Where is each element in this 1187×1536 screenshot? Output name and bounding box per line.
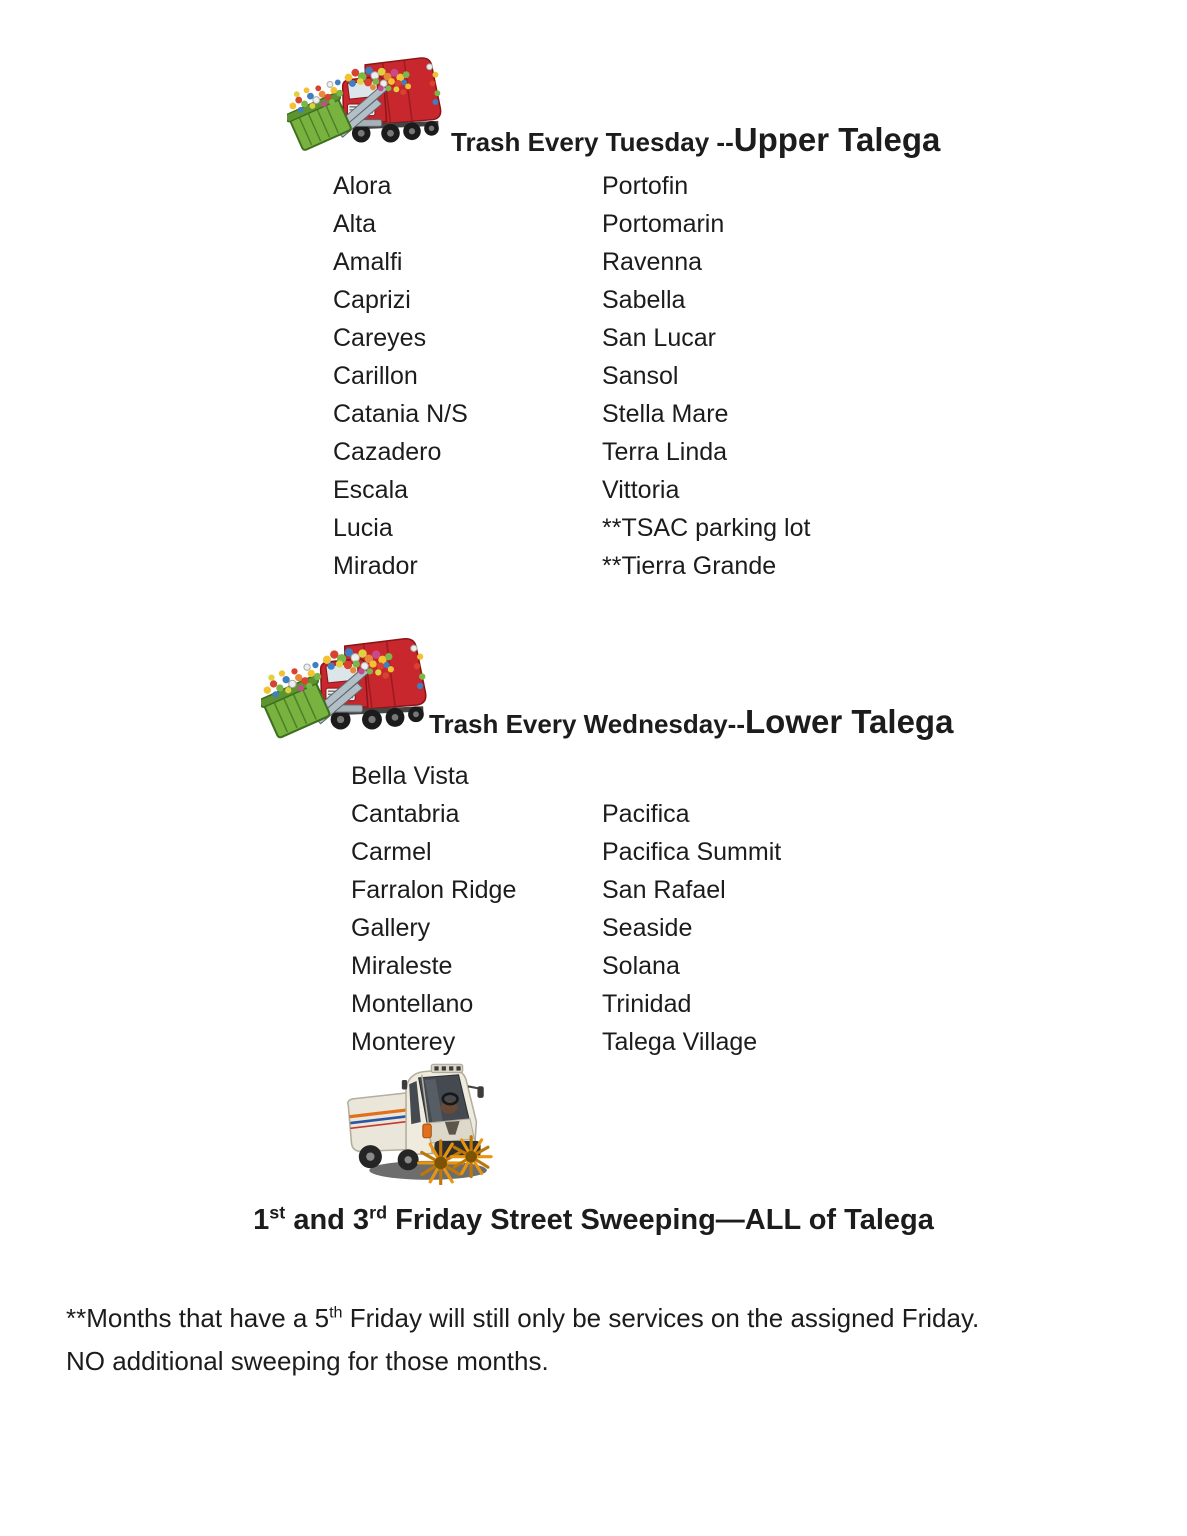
street-name: Vittoria (602, 476, 680, 504)
street-name: Amalfi (333, 248, 403, 276)
table-row (351, 909, 781, 947)
street-name: Alora (333, 172, 392, 200)
street-name: Solana (602, 952, 680, 980)
street-name: Bella Vista (351, 762, 469, 790)
ordinal-suffix: th (329, 1303, 343, 1322)
footnote (66, 1297, 1156, 1383)
street-name: Miraleste (351, 952, 453, 980)
table-row (333, 167, 810, 205)
street-name: Talega Village (602, 1028, 758, 1056)
table-row (351, 985, 781, 1023)
table-row (351, 795, 781, 833)
table-row (333, 205, 810, 243)
footnote-text: Friday will still only be services on the assigned Friday. (342, 1303, 980, 1333)
street-sweeper-icon (342, 1058, 510, 1186)
tuesday-street-list (333, 167, 810, 585)
ordinal-suffix: st (269, 1202, 286, 1223)
street-name: Catania N/S (333, 400, 468, 428)
street-name: San Lucar (602, 324, 716, 352)
table-row (351, 871, 781, 909)
heading-emphasis: Upper Talega (733, 121, 941, 158)
table-row (333, 319, 810, 357)
street-name: Portomarin (602, 210, 725, 238)
street-name: Ravenna (602, 248, 703, 276)
street-name: Sabella (602, 286, 686, 314)
table-row (333, 395, 810, 433)
street-name: Cazadero (333, 438, 442, 466)
street-name: Careyes (333, 324, 427, 352)
street-name: Monterey (351, 1028, 456, 1056)
street-name: Carmel (351, 838, 432, 866)
street-name: Mirador (333, 552, 418, 580)
table-row (333, 509, 810, 547)
heading-text: Friday Street Sweeping—ALL of Talega (387, 1204, 934, 1236)
street-name: Farralon Ridge (351, 876, 517, 904)
street-name: Lucia (333, 514, 393, 542)
garbage-truck-icon (287, 52, 453, 152)
table-row (333, 471, 810, 509)
street-name: Montellano (351, 990, 474, 1018)
garbage-truck-icon (261, 632, 439, 740)
heading-text: 1 (253, 1204, 270, 1236)
street-name: Trinidad (602, 990, 692, 1018)
street-name: Escala (333, 476, 409, 504)
tuesday-section-heading (451, 121, 940, 159)
street-name: Pacifica (602, 800, 690, 828)
wednesday-street-list (351, 757, 781, 1061)
street-name: Portofin (602, 172, 689, 200)
street-name: Stella Mare (602, 400, 729, 428)
table-row (333, 243, 810, 281)
street-name: **TSAC parking lot (602, 514, 811, 542)
street-name: San Rafael (602, 876, 726, 904)
heading-emphasis: Lower Talega (745, 703, 954, 740)
street-name: Sansol (602, 362, 679, 390)
table-row (333, 433, 810, 471)
street-name: Alta (333, 210, 377, 238)
sweeping-heading (0, 1204, 1187, 1237)
street-name: Cantabria (351, 800, 460, 828)
table-row (333, 281, 810, 319)
heading-text: and 3 (285, 1204, 370, 1236)
table-row (333, 357, 810, 395)
footnote-text: **Months that have a 5 (66, 1303, 330, 1333)
street-name: Seaside (602, 914, 693, 942)
heading-prefix: Trash Every Tuesday -- (451, 127, 734, 157)
table-row (351, 833, 781, 871)
street-name: Pacifica Summit (602, 838, 782, 866)
table-row (351, 947, 781, 985)
table-row (351, 757, 781, 795)
street-name: **Tierra Grande (602, 552, 777, 580)
street-name: Gallery (351, 914, 431, 942)
heading-prefix: Trash Every Wednesday-- (429, 709, 745, 739)
footnote-text: NO additional sweeping for those months. (66, 1346, 549, 1376)
street-name: Caprizi (333, 286, 411, 314)
street-name: Terra Linda (602, 438, 728, 466)
wednesday-section-heading (429, 703, 953, 741)
ordinal-suffix: rd (369, 1202, 388, 1223)
street-name: Carillon (333, 362, 418, 390)
table-row (351, 1023, 781, 1061)
table-row (333, 547, 810, 585)
